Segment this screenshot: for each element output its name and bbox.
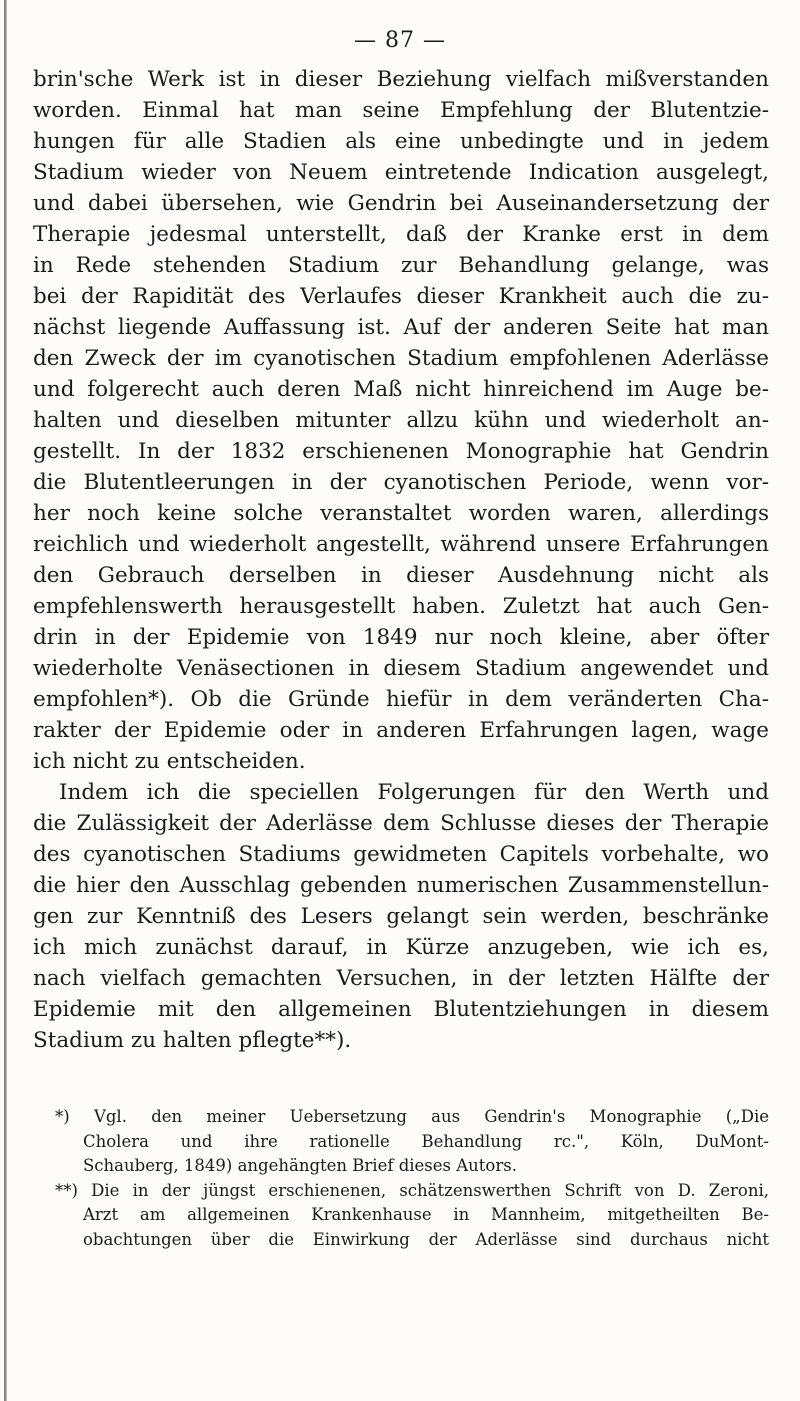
text-line: brin'sche Werk ist in dieser Beziehung vielfach mißverstanden	[33, 67, 769, 92]
footnote-line: *) Vgl. den meiner Uebersetzung aus Gendrin's Monographie („Die	[55, 1107, 769, 1126]
page-number: — 87 —	[354, 28, 446, 53]
text-line: ich mich zunächst darauf, in Kürze anzugeben, wie ich es,	[33, 935, 769, 960]
footnote-line: Arzt am allgemeinen Krankenhause in Mannheim, mitgetheilten Be-	[83, 1205, 769, 1224]
text-line: des cyanotischen Stadiums gewidmeten Capitels vorbehalte, wo	[33, 842, 769, 867]
text-line: den Zweck der im cyanotischen Stadium empfohlenen Aderlässe	[33, 346, 769, 371]
text-line: bei der Rapidität des Verlaufes dieser Krankheit auch die zu-	[33, 284, 769, 309]
text-line: die hier den Ausschlag gebenden numerischen Zusammenstellun-	[33, 873, 769, 898]
text-line: hungen für alle Stadien als eine unbedingte und in jedem	[33, 129, 769, 154]
text-line: her noch keine solche veranstaltet worden waren, allerdings	[33, 501, 769, 526]
text-line: und dabei übersehen, wie Gendrin bei Auseinandersetzung der	[33, 191, 769, 216]
text-line: gestellt. In der 1832 erschienenen Monographie hat Gendrin	[33, 439, 769, 464]
text-line: reichlich und wiederholt angestellt, während unsere Erfahrungen	[33, 532, 769, 557]
footnote-line: **) Die in der jüngst erschienenen, schätzenswerthen Schrift von D. Zeroni,	[55, 1180, 769, 1200]
text-line: die Blutentleerungen in der cyanotischen Periode, wenn vor-	[33, 470, 769, 495]
text-line: ich nicht zu entscheiden.	[33, 749, 306, 774]
footnotes	[33, 1105, 769, 1252]
text-line: nach vielfach gemachten Versuchen, in der letzten Hälfte der	[33, 966, 769, 991]
main-text	[33, 64, 769, 1056]
text-line: Stadium zu halten pflegte**).	[33, 1028, 352, 1053]
text-line: den Gebrauch derselben in dieser Ausdehnung nicht als	[33, 563, 769, 588]
text-line: halten und dieselben mitunter allzu kühn und wiederholt an-	[33, 408, 769, 433]
text-line: gen zur Kenntniß des Lesers gelangt sein werden, beschränke	[33, 904, 769, 929]
text-line: empfohlen*). Ob die Gründe hiefür in dem veränderten Cha-	[33, 687, 769, 712]
text-line: drin in der Epidemie von 1849 nur noch kleine, aber öfter	[33, 625, 769, 650]
text-line: die Zulässigkeit der Aderlässe dem Schlusse dieses der Therapie	[33, 811, 769, 836]
text-line: in Rede stehenden Stadium zur Behandlung gelange, was	[33, 253, 769, 278]
text-line: empfehlenswerth herausgestellt haben. Zuletzt hat auch Gen-	[33, 594, 769, 619]
paragraph-start-line: Indem ich die speciellen Folgerungen für den Werth und	[59, 780, 769, 805]
text-line: nächst liegende Auffassung ist. Auf der anderen Seite hat man	[33, 315, 769, 340]
text-line: worden. Einmal hat man seine Empfehlung der Blutentzie-	[33, 98, 769, 123]
page-edge-shadow	[4, 0, 7, 1401]
text-line: und folgerecht auch deren Maß nicht hinreichend im Auge be-	[33, 377, 769, 402]
footnote-line: obachtungen über die Einwirkung der Aderlässe sind durchaus nicht	[83, 1229, 769, 1249]
text-line: Stadium wieder von Neuem eintretende Indication ausgelegt,	[33, 160, 769, 185]
text-line: wiederholte Venäsectionen in diesem Stadium angewendet und	[33, 656, 769, 681]
text-line: Epidemie mit den allgemeinen Blutentziehungen in diesem	[33, 997, 769, 1022]
text-line: Therapie jedesmal unterstellt, daß der Kranke erst in dem	[33, 222, 769, 247]
footnote-line: Schauberg, 1849) angehängten Brief dieses Autors.	[83, 1156, 517, 1175]
footnote-line: Cholera und ihre rationelle Behandlung rc.", Köln, DuMont-	[83, 1131, 769, 1151]
text-line: rakter der Epidemie oder in anderen Erfahrungen lagen, wage	[33, 718, 769, 743]
